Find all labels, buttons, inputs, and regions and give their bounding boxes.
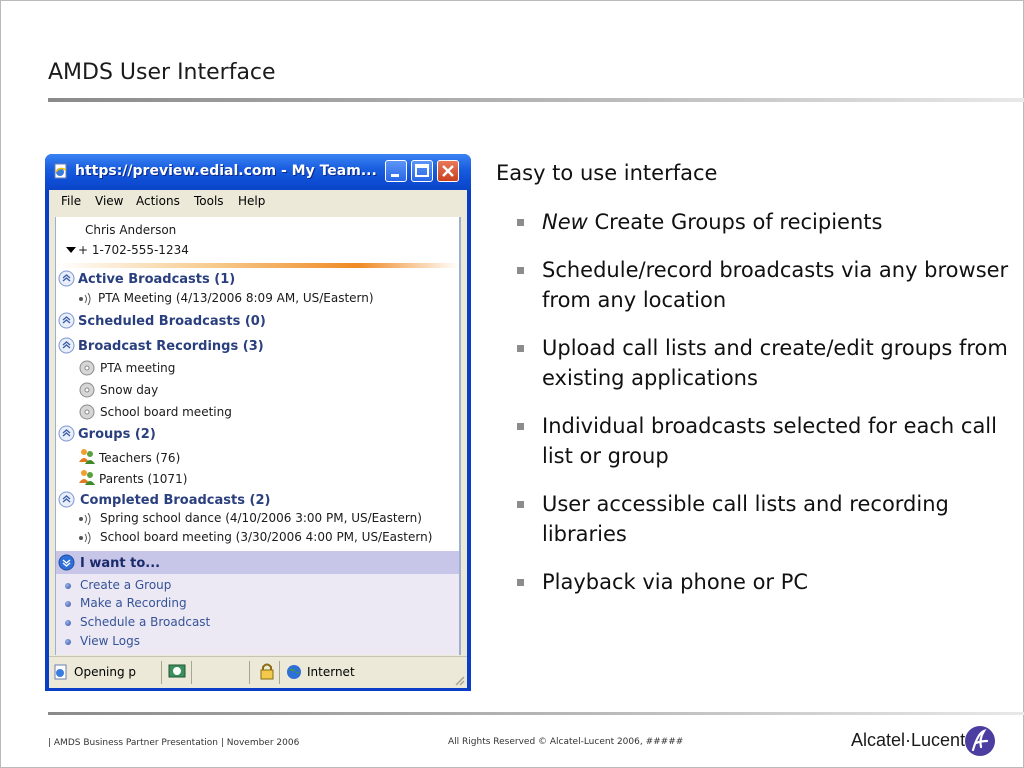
bullet-text: Individual broadcasts selected for each call list or group xyxy=(542,414,997,468)
group-people-icon xyxy=(78,468,96,486)
disc-icon xyxy=(79,382,95,398)
bullet-item xyxy=(517,489,1017,549)
close-button[interactable] xyxy=(437,160,459,182)
user-name: Chris Anderson xyxy=(85,223,177,237)
square-bullet-icon xyxy=(517,345,524,352)
collapse-icon[interactable] xyxy=(58,491,75,508)
disc-icon xyxy=(79,404,95,420)
group-item[interactable]: Teachers (76) xyxy=(99,451,181,465)
menu-view[interactable]: View xyxy=(95,194,124,208)
lock-icon xyxy=(260,662,274,680)
speaker-icon xyxy=(78,532,94,544)
section-active-label[interactable]: Active Broadcasts (1) xyxy=(78,272,236,287)
sidebar-pane xyxy=(55,217,461,655)
bullet-text: Create Groups of recipients xyxy=(587,210,883,234)
bullet-text: Schedule/record broadcasts via any browser from any location xyxy=(542,258,1009,312)
square-bullet-icon xyxy=(517,579,524,586)
section-scheduled-label[interactable]: Scheduled Broadcasts (0) xyxy=(78,314,266,329)
status-bar xyxy=(49,656,467,688)
completed-item[interactable]: School board meeting (3/30/2006 4:00 PM, US/Eastern) xyxy=(100,530,433,544)
section-iwant-label[interactable]: I want to... xyxy=(80,556,161,571)
page-loading-icon xyxy=(53,664,69,680)
bullet-icon xyxy=(65,601,71,607)
bullet-text: Upload call lists and create/edit groups from existing applications xyxy=(542,336,1008,390)
collapse-icon[interactable] xyxy=(58,425,75,442)
bullet-item xyxy=(517,207,1017,237)
collapse-icon[interactable] xyxy=(58,312,75,329)
bullets-heading: Easy to use interface xyxy=(496,161,718,185)
minimize-button[interactable] xyxy=(385,160,407,182)
action-view-logs[interactable]: View Logs xyxy=(80,634,140,648)
header-divider xyxy=(56,263,459,268)
menu-bar xyxy=(49,190,467,214)
recording-item[interactable]: PTA meeting xyxy=(100,361,176,375)
footer-copyright: All Rights Reserved © Alcatel-Lucent 2006, ##### xyxy=(448,737,684,747)
bullet-text: Playback via phone or PC xyxy=(542,570,809,594)
browser-window xyxy=(45,154,471,691)
bullet-text: User accessible call lists and recording libraries xyxy=(542,492,949,546)
status-divider xyxy=(249,661,250,684)
window-titlebar[interactable] xyxy=(45,154,471,190)
status-divider xyxy=(161,661,162,684)
speaker-icon xyxy=(78,293,94,305)
ie-page-icon xyxy=(52,162,70,180)
minimize-icon xyxy=(386,161,406,181)
completed-item[interactable]: Spring school dance (4/10/2006 3:00 PM, US/Eastern) xyxy=(100,511,422,525)
slide-title: AMDS User Interface xyxy=(48,60,276,85)
status-divider xyxy=(191,661,192,684)
bullet-list xyxy=(517,207,1017,615)
resize-grip-icon[interactable] xyxy=(453,674,465,686)
group-item[interactable]: Parents (1071) xyxy=(99,472,188,486)
action-create-group[interactable]: Create a Group xyxy=(80,578,172,592)
bullet-item xyxy=(517,567,1017,597)
window-content xyxy=(49,214,467,656)
close-icon xyxy=(438,161,458,181)
security-zone: Internet xyxy=(307,665,355,679)
collapse-icon[interactable] xyxy=(58,270,75,287)
menu-help[interactable]: Help xyxy=(238,194,266,208)
bullet-item xyxy=(517,411,1017,471)
group-people-icon xyxy=(78,447,96,465)
status-text: Opening p xyxy=(74,665,137,679)
disc-icon xyxy=(79,360,95,376)
menu-tools[interactable]: Tools xyxy=(194,194,224,208)
footer-divider xyxy=(48,712,1024,715)
square-bullet-icon xyxy=(517,501,524,508)
bullet-item xyxy=(517,255,1017,315)
network-icon xyxy=(168,663,186,681)
section-groups-label[interactable]: Groups (2) xyxy=(78,427,156,442)
bullet-icon xyxy=(65,583,71,589)
active-item[interactable]: PTA Meeting (4/13/2006 8:09 AM, US/Eastern) xyxy=(98,291,374,305)
status-divider xyxy=(279,661,280,684)
square-bullet-icon xyxy=(517,267,524,274)
title-divider xyxy=(48,98,1024,102)
collapse-icon[interactable] xyxy=(58,337,75,354)
section-completed-label[interactable]: Completed Broadcasts (2) xyxy=(80,493,271,508)
menu-file[interactable]: File xyxy=(61,194,82,208)
square-bullet-icon xyxy=(517,219,524,226)
recording-item[interactable]: School board meeting xyxy=(100,405,232,419)
speaker-icon xyxy=(78,513,94,525)
footer-presentation-label: | AMDS Business Partner Presentation | November 2006 xyxy=(48,738,300,748)
maximize-button[interactable] xyxy=(411,160,433,182)
action-schedule-broadcast[interactable]: Schedule a Broadcast xyxy=(80,615,211,629)
square-bullet-icon xyxy=(517,423,524,430)
maximize-icon xyxy=(412,161,432,181)
action-make-recording[interactable]: Make a Recording xyxy=(80,596,187,610)
bullet-icon xyxy=(65,639,71,645)
globe-icon xyxy=(286,664,302,680)
bullet-icon xyxy=(65,620,71,626)
section-recordings-label[interactable]: Broadcast Recordings (3) xyxy=(78,339,264,354)
company-logo-icon xyxy=(964,725,996,757)
menu-actions[interactable]: Actions xyxy=(136,194,180,208)
window-title: https://preview.edial.com - My Team... xyxy=(75,163,377,179)
user-phone: + 1-702-555-1234 xyxy=(78,243,189,257)
dropdown-arrow-icon[interactable] xyxy=(66,247,76,255)
recording-item[interactable]: Snow day xyxy=(100,383,159,397)
expand-icon[interactable] xyxy=(58,554,75,571)
bullet-item xyxy=(517,333,1017,393)
company-logo-text: Alcatel·Lucent xyxy=(851,730,966,750)
bullet-emphasis: New xyxy=(542,210,588,234)
